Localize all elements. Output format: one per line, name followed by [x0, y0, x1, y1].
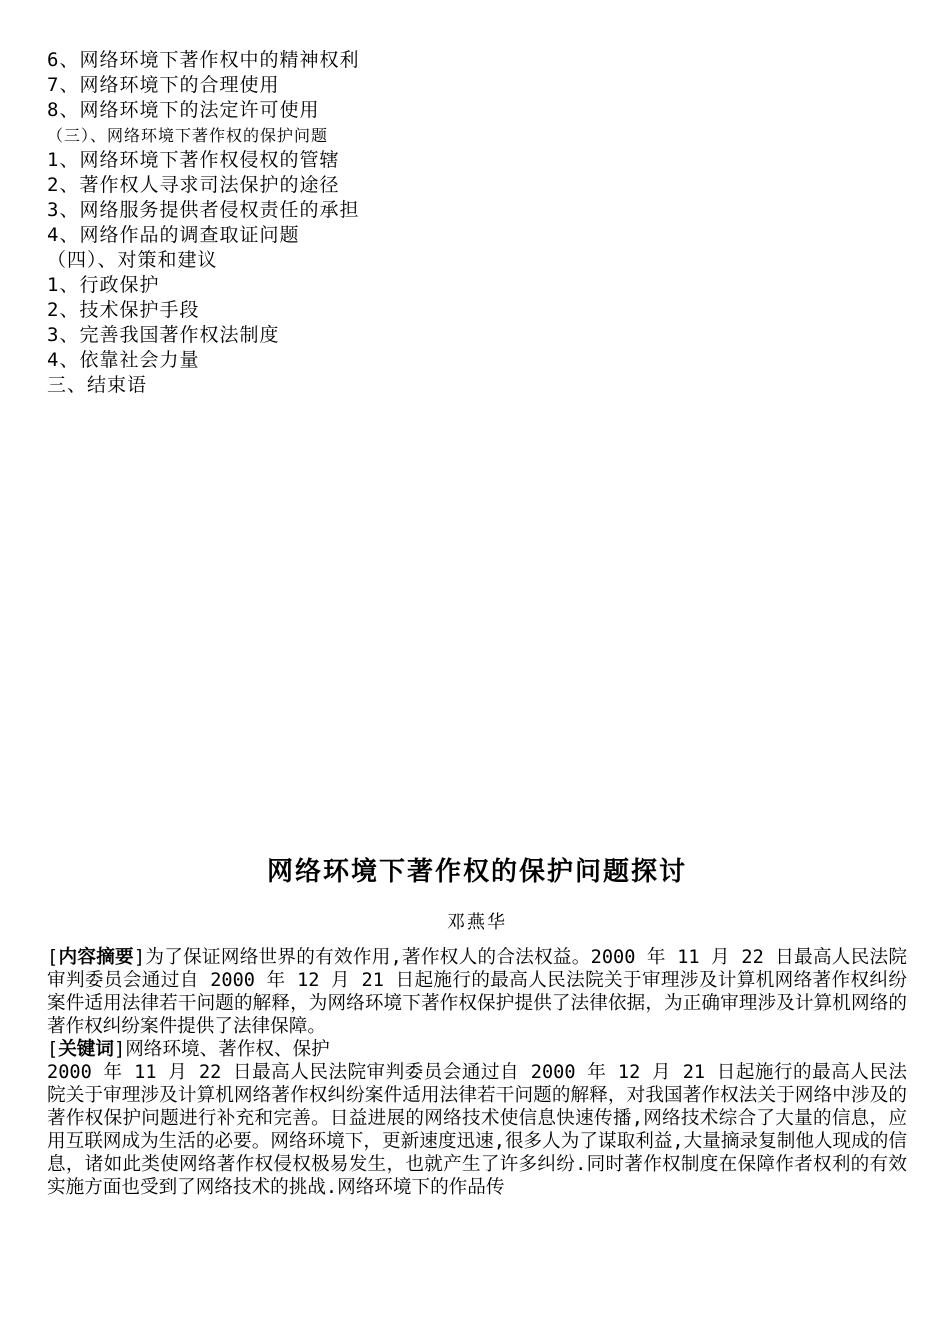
toc-item: 3、网络服务提供者侵权责任的承担 [47, 199, 360, 221]
toc-item: 4、网络作品的调查取证问题 [47, 224, 300, 246]
body-text-container [47, 1061, 907, 1271]
toc-section-heading: （三）、网络环境下著作权的保护问题 [47, 126, 329, 145]
toc-item: 6、网络环境下著作权中的精神权利 [47, 49, 360, 71]
table-of-contents [47, 48, 907, 398]
keywords-label: 关键词 [58, 1039, 114, 1060]
toc-item: 8、网络环境下的法定许可使用 [47, 99, 320, 121]
keywords-paragraph [47, 1038, 907, 1061]
toc-item: 2、技术保护手段 [47, 299, 200, 321]
toc-section-heading: （四）、对策和建议 [47, 249, 218, 271]
toc-item: 3、完善我国著作权法制度 [47, 324, 280, 346]
toc-item: 7、网络环境下的合理使用 [47, 74, 280, 96]
toc-item: 4、依靠社会力量 [47, 349, 200, 371]
keywords-bracket-open: [ [47, 1039, 59, 1060]
toc-item: 1、网络环境下著作权侵权的管辖 [47, 149, 340, 171]
toc-item: 2、著作权人寻求司法保护的途径 [47, 174, 340, 196]
keywords-text: 网络环境、著作权、保护 [125, 1039, 330, 1060]
abstract-bracket-open: [ [47, 947, 59, 968]
article-title: 网络环境下著作权的保护问题探讨 [266, 857, 687, 887]
article-author: 邓燕华 [447, 912, 507, 933]
keywords-bracket-close: ] [114, 1039, 126, 1060]
article [47, 852, 907, 1271]
abstract-text: 为了保证网络世界的有效作用,著作权人的合法权益。2000 年 11 月 22 日最高人民法院审判委员会通过自 2000 年 12 月 21 日起施行的最高人民法院关于审理涉及计算机网络著作权纠纷案件适用法律若干问题的解释，为网络环境下著作权保护提供了法律依据，为正确审理涉及计算机网络的著作权纠纷案件提供了法律保障。 [47, 947, 907, 1037]
abstract-bracket-close: ] [133, 947, 146, 968]
toc-item: 1、行政保护 [47, 274, 160, 296]
abstract-paragraph [47, 946, 907, 1038]
toc-section-heading: 三、结束语 [47, 374, 148, 396]
body-paragraph: 2000 年 11 月 22 日最高人民法院审判委员会通过自 2000 年 12 月 21 日起施行的最高人民法院关于审理涉及计算机网络著作权纠纷案件适用法律若干问题的解释，对我国著作权法关于网络中涉及的著作权保护问题进行补充和完善。日益进展的网络技术使信息快速传播,网络技术综合了大量的信息，应用互联网成为生活的必要。网络环境下，更新速度迅速,很多人为了谋取利益,大量摘录复制他人现成的信息，诸如此类使网络著作权侵权极易发生，也就产生了许多纠纷.同时著作权制度在保障作者权利的有效实施方面也受到了网络技术的挑战.网络环境下的作品传 [47, 1062, 907, 1198]
abstract-label: 内容摘要 [58, 947, 134, 968]
